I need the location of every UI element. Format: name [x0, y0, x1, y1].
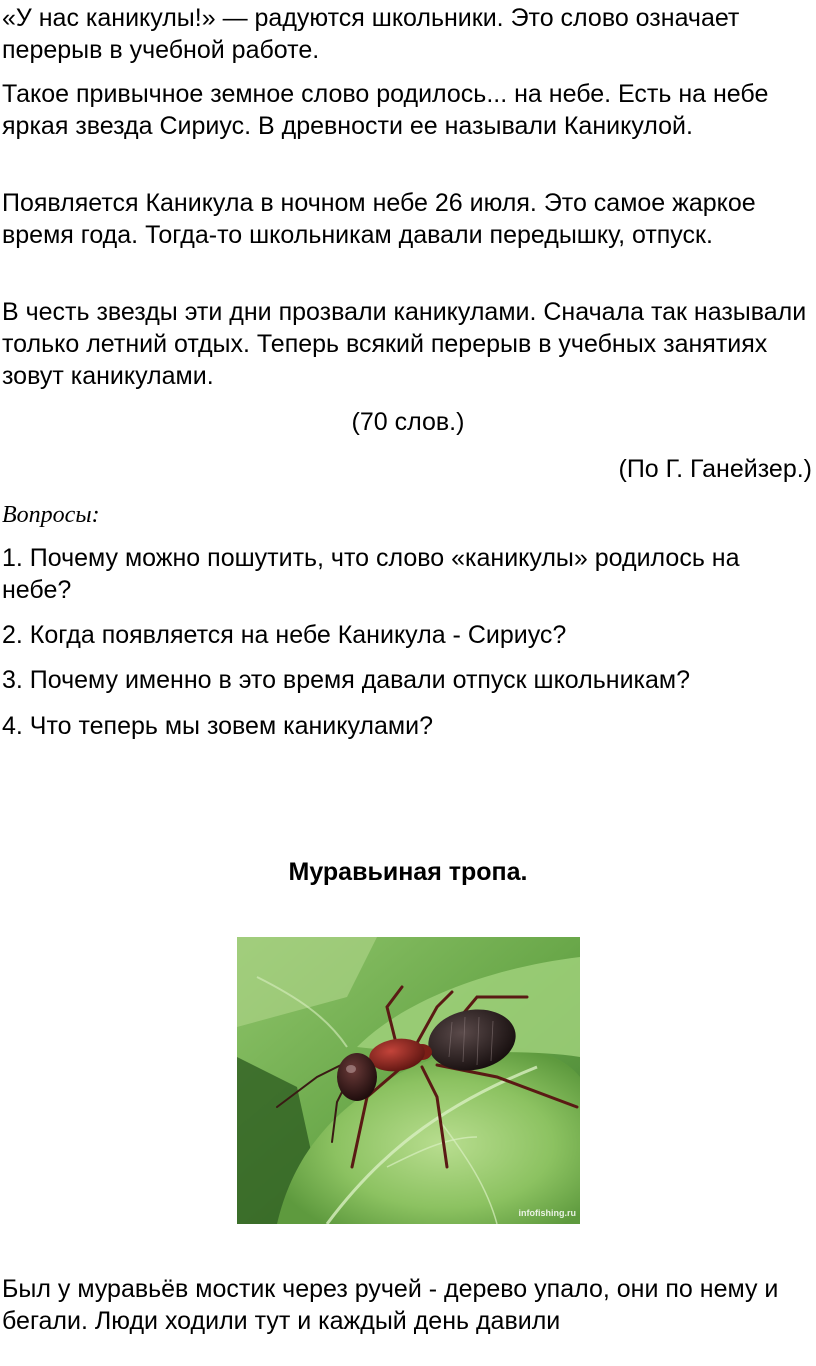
question-2: 2. Когда появляется на небе Каникула - Сириус? [2, 621, 567, 649]
ant-illustration [237, 937, 580, 1224]
paragraph-1: «У нас каникулы!» — радуются школьники. Это слово означает перерыв в учебной работе. [2, 4, 740, 64]
photo-watermark: infofishing.ru [518, 1208, 576, 1218]
ant-on-leaf-photo [237, 937, 580, 1224]
attribution: (По Г. Ганейзер.) [618, 455, 812, 483]
question-4: 4. Что теперь мы зовем каникулами? [2, 712, 433, 740]
paragraph-2: Такое привычное земное слово родилось... на небе. Есть на небе яркая звезда Сириус. В древности ее называли Каникулой. [2, 80, 769, 140]
question-1: 1. Почему можно пошутить, что слово «каникулы» родилось на небе? [2, 544, 740, 604]
story-text: Был у муравьёв мостик через ручей - дерево упало, они по нему и бегали. Люди ходили тут и каждый день давили [2, 1275, 779, 1335]
question-3: 3. Почему именно в это время давали отпуск школьникам? [2, 666, 691, 694]
paragraph-4: В честь звезды эти дни прозвали каникулами. Сначала так называли только летний отдых. Теперь всякий перерыв в учебных занятиях зовут каникулами. [2, 298, 807, 390]
story-title: Муравьиная тропа. [288, 858, 528, 886]
paragraph-3: Появляется Каникула в ночном небе 26 июля. Это самое жаркое время года. Тогда-то школьникам давали передышку, отпуск. [2, 189, 756, 249]
word-count: (70 слов.) [351, 408, 465, 436]
questions-heading: Вопросы: [2, 502, 100, 528]
